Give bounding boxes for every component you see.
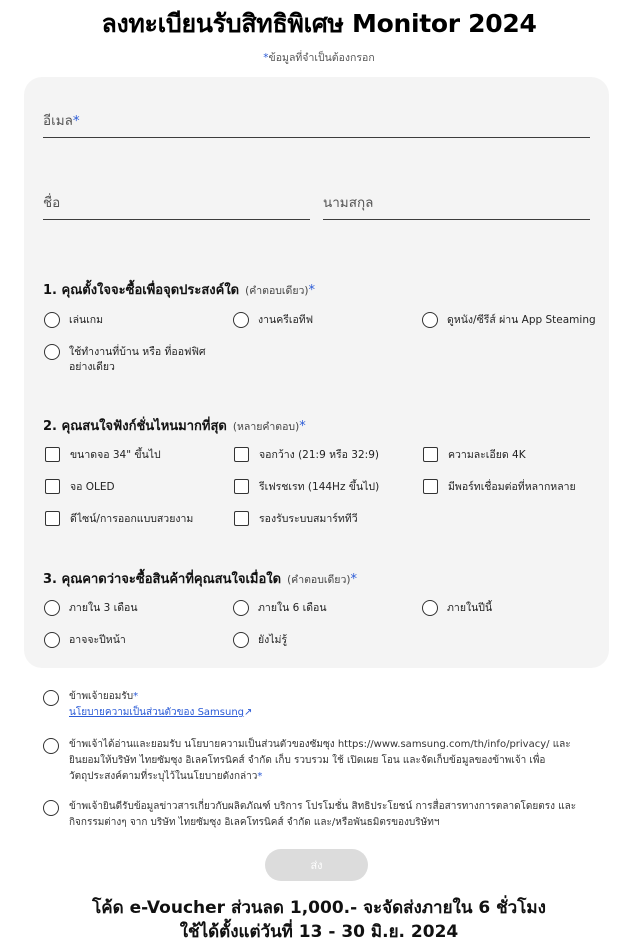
consent-marketing[interactable]: ข้าพเจ้ายินดีรับข้อมูลข่าวสารเกี่ยวกับผลิตภัณฑ์ บริการ โปรโมชั่น สิทธิประโยชน์ การสื่อสารทางการตลาดโดยตรง และกิจกรรมต่างๆ จาก บริษัท ไทยซัมซุง อิเลคโทรนิคส์ จำกัด และ/หรือพันธมิตรของบริษัทฯ: [43, 799, 589, 831]
radio-button[interactable]: [43, 800, 59, 816]
consent-data-processing[interactable]: ข้าพเจ้าได้อ่านและยอมรับ นโยบายความเป็นส่วนตัวของซัมซุง https://www.samsung.com/th/info/privacy/ และยินยอมให้บริษัท ไทยซัมซุง อิเลคโทรนิคส์ จำกัด เก็บ รวบรวม ใช้ เปิดเผย โอน และจัดเก็บข้อมูลของข้าพเจ้า เพื่อวัตถุประสงค์ตามที่ระบุไว้ในนโยบายดังกล่าว*: [43, 737, 589, 785]
q2-option-oled[interactable]: จอ OLED: [45, 479, 115, 495]
page-title: ลงทะเบียนรับสิทธิพิเศษ Monitor 2024: [101, 9, 537, 38]
required-mark: *: [263, 52, 269, 64]
checkbox[interactable]: [234, 447, 249, 462]
checkbox[interactable]: [423, 479, 438, 494]
external-link-icon[interactable]: ↗: [244, 707, 253, 718]
radio-button[interactable]: [233, 600, 249, 616]
radio-button[interactable]: [44, 632, 60, 648]
q3-option-next-year[interactable]: อาจจะปีหน้า: [44, 632, 126, 648]
email-placeholder: อีเมล*: [43, 113, 80, 129]
radio-button[interactable]: [233, 312, 249, 328]
promo-line-1: โค้ด e-Voucher ส่วนลด 1,000.- จะจัดส่งภายใน 6 ชั่วโมง: [92, 898, 546, 918]
question-1-title: 1. คุณตั้งใจจะซื้อเพื่อจุดประสงค์ใด (คำตอบเดียว)*: [43, 283, 315, 298]
q1-option-creative[interactable]: งานครีเอทีฟ: [233, 312, 313, 328]
question-2-title: 2. คุณสนใจฟังก์ชั่นไหนมากที่สุด (หลายคำตอบ)*: [43, 419, 306, 434]
q3-option-3months[interactable]: ภายใน 3 เดือน: [44, 600, 138, 616]
q2-option-design[interactable]: ดีไซน์/การออกแบบสวยงาม: [45, 511, 193, 527]
checkbox[interactable]: [234, 479, 249, 494]
q1-option-streaming[interactable]: ดูหนัง/ซีรีส์ ผ่าน App Steaming: [422, 312, 596, 328]
checkbox[interactable]: [45, 511, 60, 526]
radio-button[interactable]: [422, 600, 438, 616]
radio-button[interactable]: [43, 738, 59, 754]
q2-option-4k[interactable]: ความละเอียด 4K: [423, 447, 526, 463]
last-name-placeholder: นามสกุล: [323, 195, 374, 211]
submit-button[interactable]: ส่ง: [265, 849, 368, 881]
checkbox[interactable]: [45, 479, 60, 494]
first-name-placeholder: ชื่อ: [43, 195, 61, 211]
q3-option-unsure[interactable]: ยังไม่รู้: [233, 632, 287, 648]
required-note: [0, 49, 638, 66]
q3-option-this-year[interactable]: ภายในปีนี้: [422, 600, 492, 616]
first-name-field[interactable]: [43, 190, 310, 220]
radio-button[interactable]: [422, 312, 438, 328]
required-note-text: ข้อมูลที่จำเป็นต้องกรอก: [268, 52, 375, 64]
q1-option-work[interactable]: ใช้ทำงานที่บ้าน หรือ ที่ออฟฟิศ อย่างเดียว: [44, 344, 206, 375]
q2-option-ultrawide[interactable]: จอกว้าง (21:9 หรือ 32:9): [234, 447, 379, 463]
radio-button[interactable]: [233, 632, 249, 648]
radio-button[interactable]: [44, 344, 60, 360]
q2-option-ports[interactable]: มีพอร์ทเชื่อมต่อที่หลากหลาย: [423, 479, 576, 495]
q2-option-smarttv[interactable]: รองรับระบบสมาร์ททีวี: [234, 511, 358, 527]
q3-option-6months[interactable]: ภายใน 6 เดือน: [233, 600, 327, 616]
checkbox[interactable]: [234, 511, 249, 526]
question-3-title: 3. คุณคาดว่าจะซื้อสินค้าที่คุณสนใจเมื่อใด (คำตอบเดียว)*: [43, 572, 357, 587]
checkbox[interactable]: [45, 447, 60, 462]
promo-line-2: ใช้ได้ตั้งแต่วันที่ 13 - 30 มิ.ย. 2024: [179, 922, 459, 942]
radio-button[interactable]: [43, 690, 59, 706]
q1-option-gaming[interactable]: เล่นเกม: [44, 312, 103, 328]
radio-button[interactable]: [44, 600, 60, 616]
privacy-policy-link[interactable]: นโยบายความเป็นส่วนตัวของ Samsung: [69, 707, 245, 718]
consent-privacy-accept[interactable]: ข้าพเจ้ายอมรับ* นโยบายความเป็นส่วนตัวของ Samsung↗: [43, 689, 589, 721]
q2-option-34inch[interactable]: ขนาดจอ 34" ขึ้นไป: [45, 447, 161, 463]
checkbox[interactable]: [423, 447, 438, 462]
q2-option-refresh[interactable]: รีเฟรชเรท (144Hz ขึ้นไป): [234, 479, 379, 495]
radio-button[interactable]: [44, 312, 60, 328]
last-name-field[interactable]: [323, 190, 590, 220]
email-field[interactable]: [43, 108, 590, 138]
